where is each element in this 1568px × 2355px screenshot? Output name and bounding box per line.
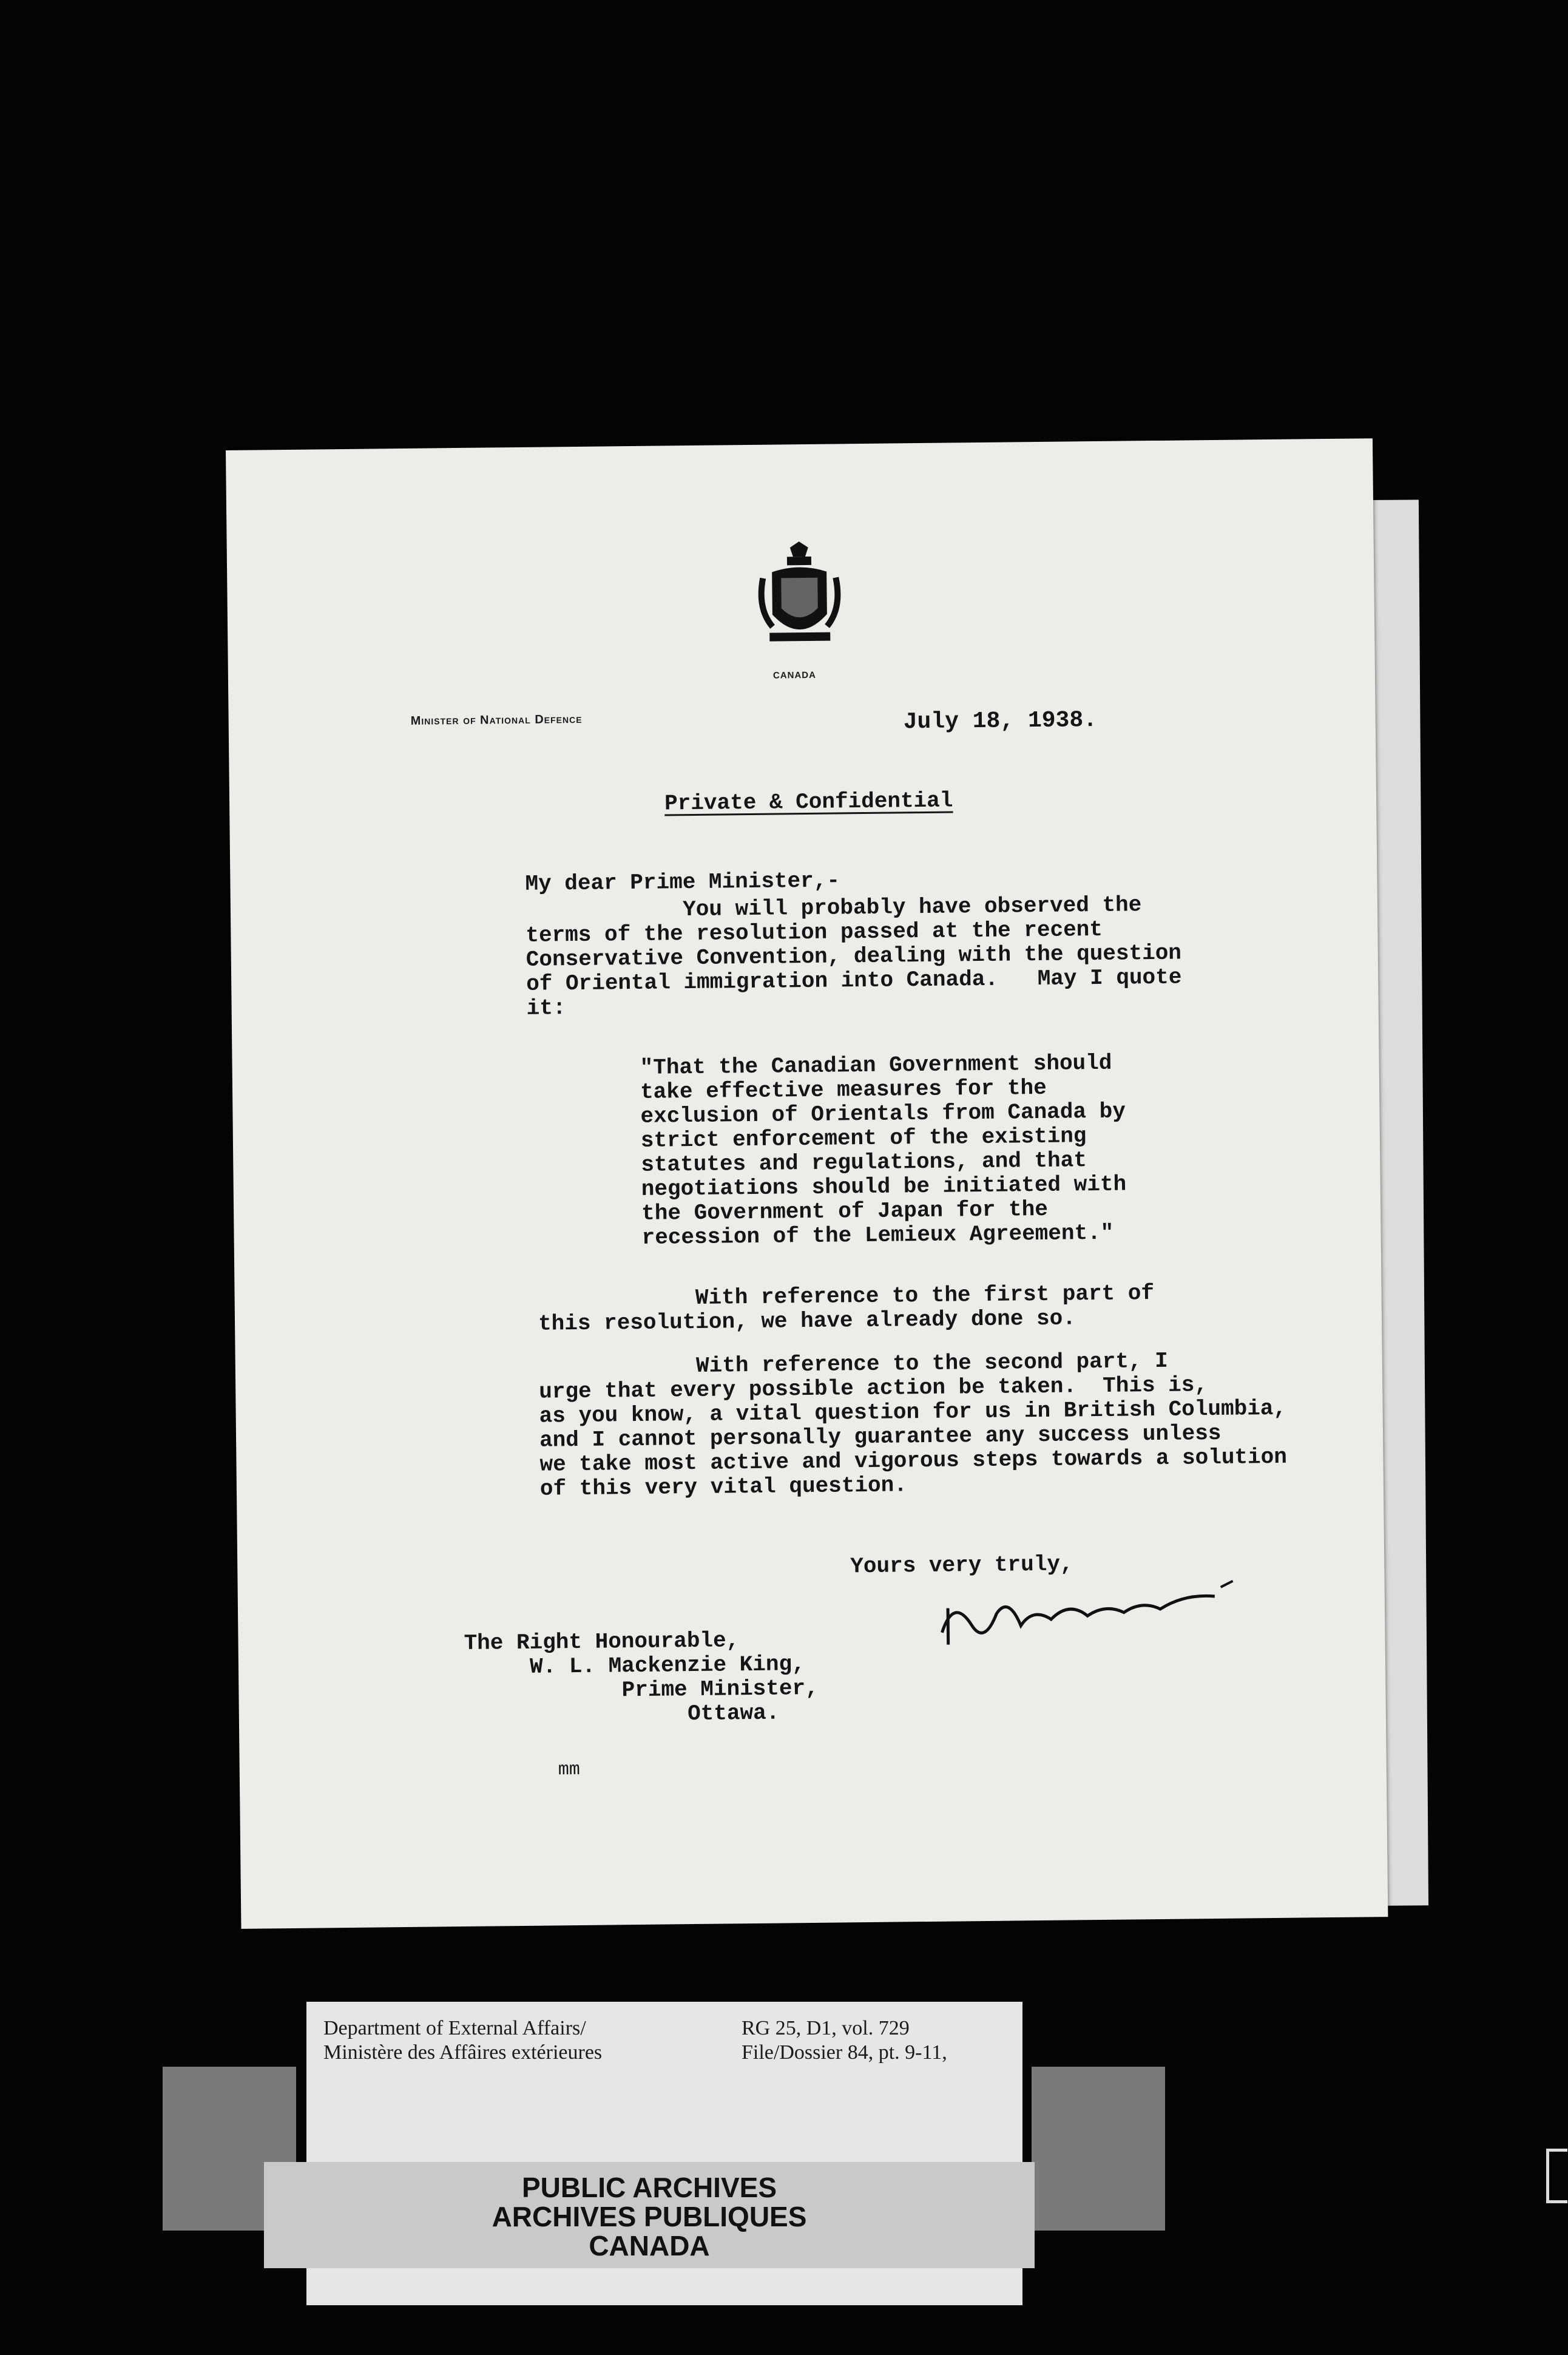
recipient-address: The Right Honourable, W. L. Mackenzie King, Prime Minister, Ottawa. <box>464 1628 819 1729</box>
signature-icon <box>929 1569 1245 1657</box>
paragraph-2: With reference to the first part of this resolution, we have already done so. <box>538 1281 1155 1337</box>
typist-initials: mm <box>558 1760 580 1781</box>
letter-heading: Private & Confidential <box>664 788 953 816</box>
letter-page <box>226 438 1388 1929</box>
paragraph-1: You will probably have observed the terms of the resolution passed at the recent Conservative Convention, dealing with the question of Oriental immigration into Canada. May I quote it: <box>525 892 1182 1021</box>
letter-date: July 18, 1938. <box>903 706 1098 736</box>
department-text: Department of External Affairs/ Ministère des Affâires extérieures <box>323 2017 603 2064</box>
crest-label: CANADA <box>772 669 817 681</box>
paragraph-3: With reference to the second part, I urge that every possible action be taken. This is, as you know, a vital question for us in British Columbia, and I cannot personally guarantee any success unless we take most active and vigorous steps towards a solution of this very vital question. <box>538 1348 1288 1502</box>
label-tab-right <box>1032 2067 1165 2231</box>
letterhead: Minister of National Defence <box>410 712 583 728</box>
canada-crest-icon <box>754 541 846 657</box>
closing: Yours very truly, <box>850 1551 1073 1579</box>
edge-bracket-mark <box>1546 2149 1567 2203</box>
reference-text: RG 25, D1, vol. 729 File/Dossier 84, pt. 9-11, <box>742 2017 947 2064</box>
salutation: My dear Prime Minister,- <box>525 868 840 896</box>
resolution-quote: "That the Canadian Government should take effective measures for the exclusion of Orientals from Canada by strict enforcement of the existing statutes and regulations, and that negotiations should be initiated with the Government of Japan for the recession of the Lemieux Agreement." <box>640 1050 1127 1250</box>
archive-stamp: PUBLIC ARCHIVES ARCHIVES PUBLIQUES CANADA <box>492 2172 807 2262</box>
